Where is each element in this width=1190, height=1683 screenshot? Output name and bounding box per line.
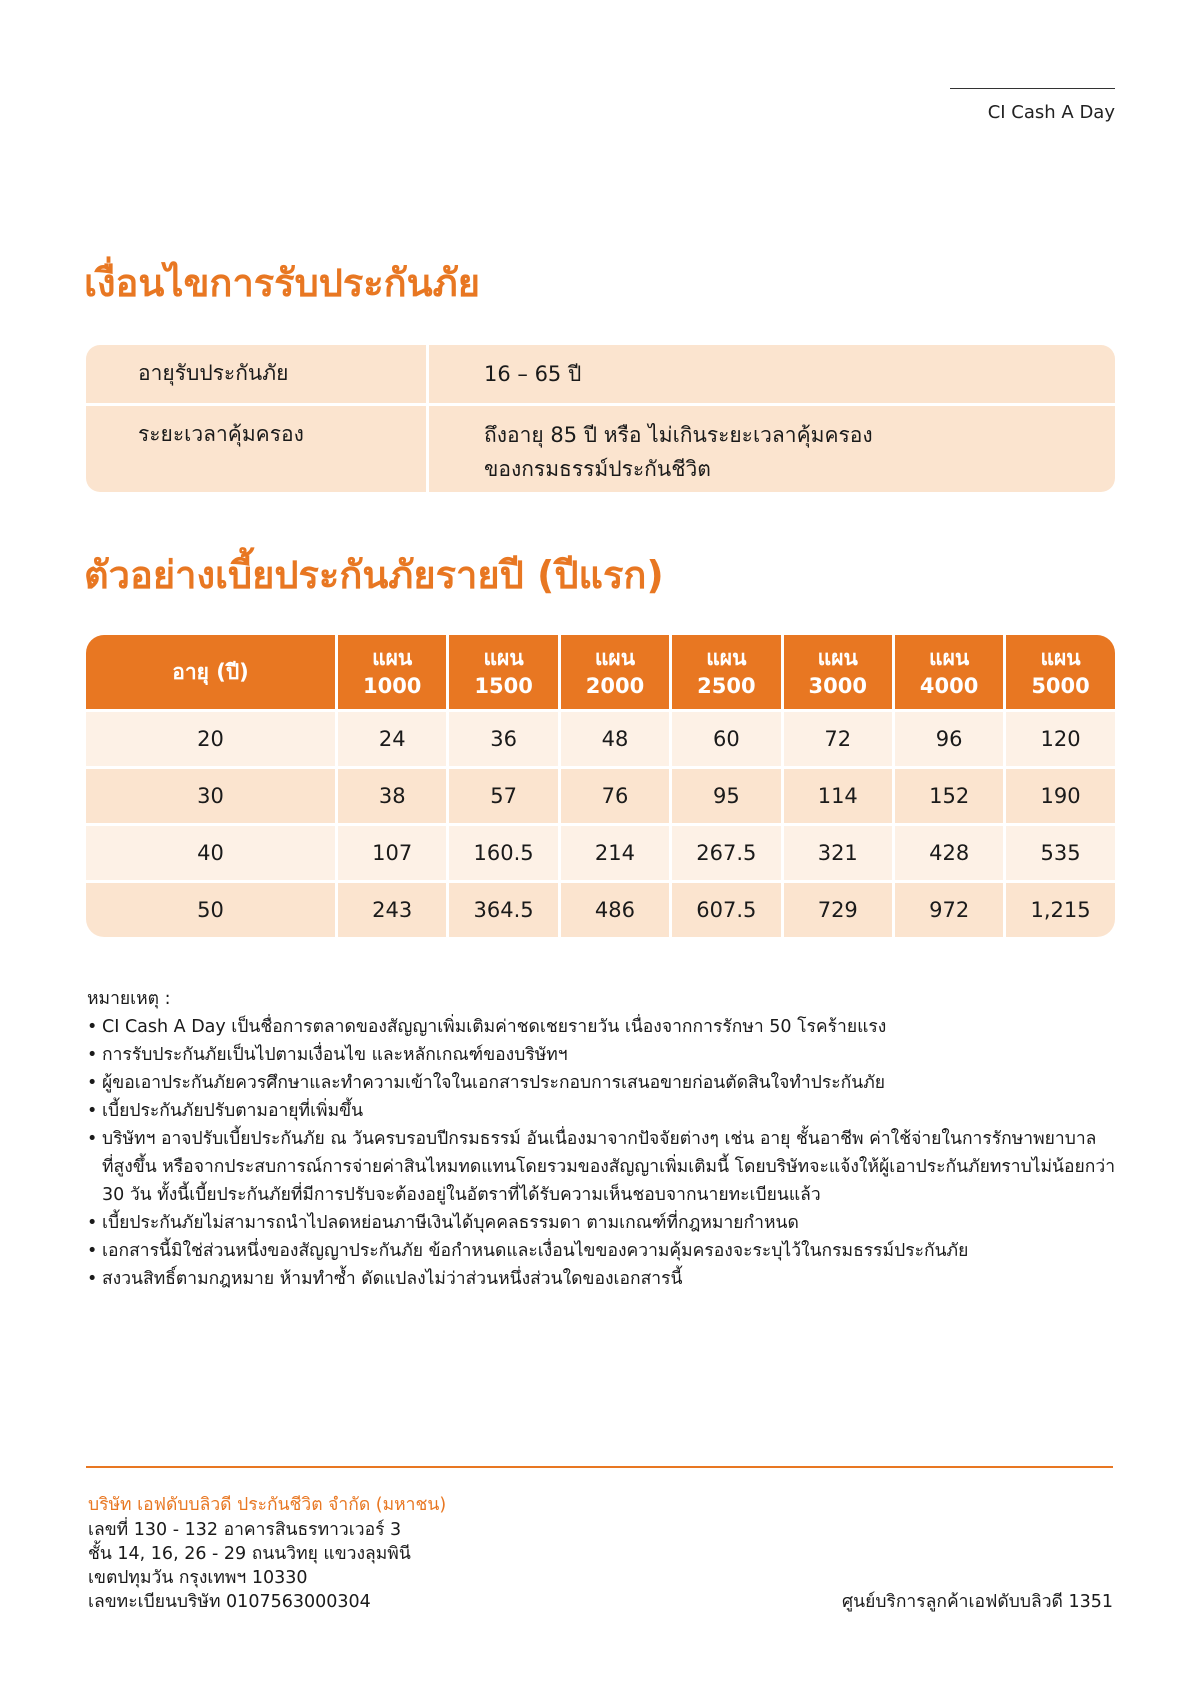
premium-cell: 76 — [558, 769, 669, 823]
premium-cell: 972 — [892, 883, 1003, 937]
plan-column-header — [892, 635, 1003, 709]
premium-cell: 96 — [892, 712, 1003, 766]
age-cell: 40 — [197, 841, 224, 865]
note-item — [87, 1041, 1127, 1069]
note-line: • CI Cash A Day เป็นชื่อการตลาดของสัญญาเพิ่มเติมค่าชดเชยรายวัน เนื่องจากการรักษา 50 โรคร้ายแรง — [102, 1017, 887, 1037]
premium-cell: 57 — [446, 769, 557, 823]
premium-cell: 24 — [335, 712, 446, 766]
age-cell: 20 — [197, 727, 224, 751]
premium-cell: 107 — [335, 826, 446, 880]
premium-cell: 152 — [892, 769, 1003, 823]
plan-prefix: แผน — [483, 646, 524, 670]
premium-row — [86, 709, 1115, 766]
note-line: 30 วัน ทั้งนี้เบี้ยประกันภัยที่มีการปรับจะต้องอยู่ในอัตราที่ได้รับความเห็นชอบจากนายทะเบียนแล้ว — [102, 1185, 821, 1205]
address-line: เขตปทุมวัน กรุงเทพฯ 10330 — [88, 1568, 308, 1588]
note-line: • บริษัทฯ อาจปรับเบี้ยประกันภัย ณ วันครบรอบปีกรมธรรม์ อันเนื่องมาจากปัจจัยต่างๆ เช่น อายุ ชั้นอาชีพ ค่าใช้จ่ายในการรักษาพยาบาล — [102, 1129, 1097, 1149]
premium-table-body — [86, 709, 1115, 937]
plan-amount: 4000 — [919, 674, 979, 698]
conditions-table — [86, 345, 1115, 492]
address-line: เลขที่ 130 - 132 อาคารสินธรทาวเวอร์ 3 — [88, 1520, 402, 1540]
plan-prefix: แผน — [929, 646, 970, 670]
note-item — [87, 1209, 1127, 1237]
premium-cell: 535 — [1003, 826, 1114, 880]
plan-column-header — [558, 635, 669, 709]
premium-cell: 114 — [781, 769, 892, 823]
customer-service-hotline: ศูนย์บริการลูกค้าเอฟดับบลิวดี 1351 — [842, 1592, 1113, 1612]
note-line: • สงวนสิทธิ์ตามกฎหมาย ห้ามทำซ้ำ ดัดแปลงไม่ว่าส่วนหนึ่งส่วนใดของเอกสารนี้ — [102, 1269, 683, 1289]
premium-row — [86, 823, 1115, 880]
premium-cell: 486 — [558, 883, 669, 937]
footer-divider — [86, 1466, 1113, 1468]
note-item — [87, 1097, 1127, 1125]
premium-cell: 267.5 — [669, 826, 780, 880]
conditions-value — [429, 406, 1115, 492]
header-divider — [950, 88, 1115, 89]
premium-cell: 428 — [892, 826, 1003, 880]
plan-amount: 5000 — [1031, 674, 1090, 698]
premium-cell: 48 — [558, 712, 669, 766]
premium-cell: 160.5 — [446, 826, 557, 880]
age-cell: 30 — [197, 784, 224, 808]
conditions-row — [86, 403, 1115, 492]
header-brand: CI Cash A Day — [987, 102, 1115, 123]
plan-column-header — [1003, 635, 1114, 709]
plan-prefix: แผน — [1040, 646, 1081, 670]
premium-cell: 36 — [446, 712, 557, 766]
premium-cell: 364.5 — [446, 883, 557, 937]
note-item — [87, 1237, 1127, 1265]
conditions-value — [429, 345, 1115, 403]
plan-amount: 1500 — [474, 674, 533, 698]
premium-row — [86, 766, 1115, 823]
conditions-value-line: ถึงอายุ 85 ปี หรือ ไม่เกินระยะเวลาคุ้มครอง — [484, 423, 873, 447]
note-line: • เบี้ยประกันภัยไม่สามารถนำไปลดหย่อนภาษีเงินได้บุคคลธรรมดา ตามเกณฑ์ที่กฎหมายกำหนด — [102, 1213, 799, 1233]
note-line: • เบี้ยประกันภัยปรับตามอายุที่เพิ่มขึ้น — [102, 1101, 364, 1121]
premium-cell: 1,215 — [1003, 883, 1114, 937]
conditions-value-line: ของกรมธรรม์ประกันชีวิต — [484, 457, 711, 481]
premium-cell: 190 — [1003, 769, 1114, 823]
notes-section — [87, 985, 1127, 1293]
notes-list — [87, 1013, 1127, 1293]
address-line: ชั้น 14, 16, 26 - 29 ถนนวิทยุ แขวงลุมพินี — [88, 1544, 411, 1564]
plan-prefix: แผน — [817, 646, 858, 670]
plan-amount: 2000 — [585, 674, 645, 698]
premium-cell: 729 — [781, 883, 892, 937]
plan-prefix: แผน — [594, 646, 636, 670]
note-line: • ผู้ขอเอาประกันภัยควรศึกษาและทำความเข้าใจในเอกสารประกอบการเสนอขายก่อนตัดสินใจทำประกันภัย — [102, 1073, 886, 1093]
premium-cell: 214 — [558, 826, 669, 880]
premium-cell: 120 — [1003, 712, 1114, 766]
premium-row — [86, 880, 1115, 937]
plan-amount: 3000 — [808, 674, 867, 698]
conditions-value-line: 16 – 65 ปี — [484, 362, 582, 386]
note-line: • เอกสารนี้มิใช่ส่วนหนึ่งของสัญญาประกันภัย ข้อกำหนดและเงื่อนไขของความคุ้มครองจะระบุไว้ในกรมธรรม์ประกันภัย — [102, 1241, 969, 1261]
note-item — [87, 1265, 1127, 1293]
premium-cell: 243 — [335, 883, 446, 937]
notes-title: หมายเหตุ : — [87, 989, 171, 1009]
note-item — [87, 1069, 1127, 1097]
plan-prefix: แผน — [372, 646, 413, 670]
premium-cell: 72 — [781, 712, 892, 766]
conditions-label: อายุรับประกันภัย — [86, 345, 429, 403]
registration-number: เลขทะเบียนบริษัท 0107563000304 — [88, 1592, 371, 1612]
conditions-row — [86, 345, 1115, 403]
plan-amount: 2500 — [697, 674, 756, 698]
note-item — [87, 1125, 1127, 1209]
plan-column-header — [781, 635, 892, 709]
note-line: • การรับประกันภัยเป็นไปตามเงื่อนไข และหลักเกณฑ์ของบริษัทฯ — [102, 1045, 568, 1065]
premium-table — [86, 635, 1115, 937]
premium-header-row — [86, 635, 1115, 709]
plan-prefix: แผน — [706, 646, 747, 670]
plan-column-header — [335, 635, 446, 709]
premium-cell: 60 — [669, 712, 780, 766]
premium-cell: 38 — [335, 769, 446, 823]
plan-column-header — [446, 635, 557, 709]
plan-column-header — [669, 635, 780, 709]
note-item — [87, 1013, 1127, 1041]
premium-title: ตัวอย่างเบี้ยประกันภัยรายปี (ปีแรก) — [84, 553, 664, 597]
note-line: ที่สูงขึ้น หรือจากประสบการณ์การจ่ายค่าสินไหมทดแทนโดยรวมของสัญญาเพิ่มเติมนี้ โดยบริษัทจะแจ้งให้ผู้เอาประกันภัยทราบไม่น้อยกว่า — [102, 1157, 1116, 1177]
conditions-title: เงื่อนไขการรับประกันภัย — [84, 261, 480, 305]
age-cell: 50 — [197, 898, 224, 922]
company-name: บริษัท เอฟดับบลิวดี ประกันชีวิต จำกัด (มหาชน) — [88, 1495, 447, 1515]
conditions-label: ระยะเวลาคุ้มครอง — [86, 406, 429, 492]
age-column-header: อายุ (ปี) — [172, 660, 249, 684]
premium-cell: 321 — [781, 826, 892, 880]
plan-amount: 1000 — [362, 674, 422, 698]
premium-cell: 95 — [669, 769, 780, 823]
premium-cell: 607.5 — [669, 883, 780, 937]
